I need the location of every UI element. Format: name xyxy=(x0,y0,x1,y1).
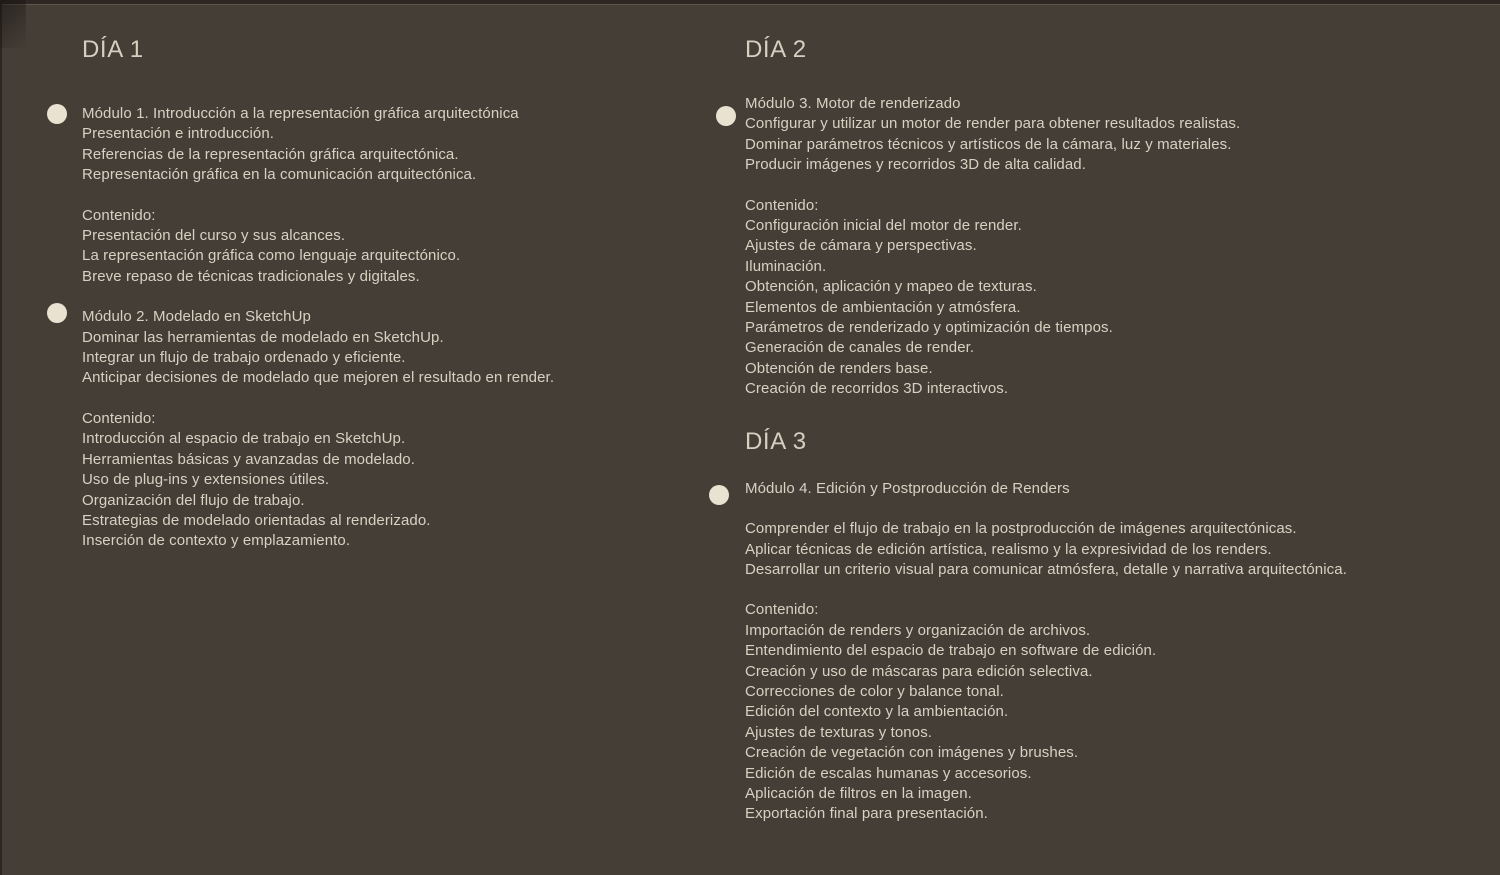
syllabus-line: Ajustes de texturas y tonos. xyxy=(745,723,933,741)
syllabus-line: Herramientas básicas y avanzadas de modelado. xyxy=(82,450,416,468)
syllabus-line: Uso de plug-ins y extensiones útiles. xyxy=(82,471,330,489)
module-title-line: Módulo 4. Edición y Postproducción de Renders xyxy=(745,479,1070,497)
module-bullet-icon xyxy=(47,303,67,323)
module-title-line: Módulo 3. Motor de renderizado xyxy=(745,95,961,112)
module-2 xyxy=(82,307,692,551)
module-paragraph xyxy=(82,206,692,288)
syllabus-line: Referencias de la representación gráfica arquitectónica. xyxy=(82,145,459,163)
syllabus-line: Desarrollar un criterio visual para comunicar atmósfera, detalle y narrativa arquitectónica. xyxy=(745,560,1347,578)
day-section-2 xyxy=(745,35,1465,400)
day-heading: DÍA 1 xyxy=(82,36,144,63)
syllabus-line: Elementos de ambientación y atmósfera. xyxy=(745,298,1021,316)
module-title-line: Módulo 1. Introducción a la representación gráfica arquitectónica xyxy=(82,105,519,122)
syllabus-line: Contenido: xyxy=(82,409,156,427)
day-modules xyxy=(745,94,1465,400)
top-edge-highlight xyxy=(0,4,1500,5)
module-bullet-icon xyxy=(716,106,736,126)
syllabus-line: Obtención, aplicación y mapeo de texturas. xyxy=(745,278,1037,296)
syllabus-line: Presentación e introducción. xyxy=(82,125,275,143)
module-paragraphs xyxy=(745,479,1465,825)
module-paragraph xyxy=(82,307,692,389)
module-3 xyxy=(745,94,1465,400)
syllabus-line: Breve repaso de técnicas tradicionales y digitales. xyxy=(82,267,420,285)
syllabus-line: Organización del flujo de trabajo. xyxy=(82,491,305,509)
syllabus-line: Exportación final para presentación. xyxy=(745,805,988,823)
syllabus-line: Contenido: xyxy=(745,601,819,619)
syllabus-line: Iluminación. xyxy=(745,257,827,275)
day-modules xyxy=(745,479,1465,825)
syllabus-line: Creación de vegetación con imágenes y brushes. xyxy=(745,744,1079,762)
module-paragraphs xyxy=(82,104,692,287)
syllabus-line: Comprender el flujo de trabajo en la postproducción de imágenes arquitectónicas. xyxy=(745,520,1297,538)
syllabus-line: Aplicación de filtros en la imagen. xyxy=(745,784,972,802)
module-paragraph xyxy=(745,600,1465,824)
syllabus-line: Edición de escalas humanas y accesorios. xyxy=(745,764,1032,782)
module-bullet-icon xyxy=(47,104,67,124)
column-right xyxy=(745,35,1465,825)
syllabus-line: Configuración inicial del motor de render. xyxy=(745,217,1022,235)
column-left xyxy=(82,35,692,552)
module-title-line: Módulo 2. Modelado en SketchUp xyxy=(82,308,311,326)
syllabus-line: La representación gráfica como lenguaje arquitectónico. xyxy=(82,247,461,265)
syllabus-line: Creación y uso de máscaras para edición selectiva. xyxy=(745,662,1093,680)
module-paragraphs xyxy=(745,94,1465,400)
day-modules xyxy=(82,104,692,552)
left-edge-shadow xyxy=(0,0,2,875)
module-paragraph xyxy=(745,94,1465,176)
syllabus-line: Introducción al espacio de trabajo en SketchUp. xyxy=(82,430,406,448)
module-paragraph xyxy=(745,519,1465,580)
module-paragraph xyxy=(745,479,1465,499)
corner-shadow xyxy=(0,0,26,48)
syllabus-line: Edición del contexto y la ambientación. xyxy=(745,703,1009,721)
syllabus-line: Aplicar técnicas de edición artística, realismo y la expresividad de los renders. xyxy=(745,540,1272,558)
syllabus-line: Obtención de renders base. xyxy=(745,359,933,377)
module-paragraph xyxy=(745,196,1465,400)
syllabus-line: Contenido: xyxy=(82,206,156,224)
syllabus-line: Importación de renders y organización de archivos. xyxy=(745,621,1091,639)
day-heading: DÍA 2 xyxy=(745,36,807,63)
syllabus-line: Dominar las herramientas de modelado en SketchUp. xyxy=(82,328,444,346)
syllabus-line: Generación de canales de render. xyxy=(745,339,975,357)
syllabus-line: Presentación del curso y sus alcances. xyxy=(82,227,346,245)
module-paragraph xyxy=(82,409,692,552)
syllabus-line: Integrar un flujo de trabajo ordenado y eficiente. xyxy=(82,349,406,367)
syllabus-line: Inserción de contexto y emplazamiento. xyxy=(82,532,351,550)
day-section-3 xyxy=(745,427,1465,825)
module-bullet-icon xyxy=(709,485,729,505)
day-section-1 xyxy=(82,35,692,552)
syllabus-line: Producir imágenes y recorridos 3D de alta calidad. xyxy=(745,156,1086,174)
syllabus-line: Estrategias de modelado orientadas al renderizado. xyxy=(82,511,431,529)
module-paragraph xyxy=(82,104,692,186)
syllabus-line: Entendimiento del espacio de trabajo en software de edición. xyxy=(745,642,1157,660)
syllabus-line: Configurar y utilizar un motor de render para obtener resultados realistas. xyxy=(745,115,1241,133)
syllabus-line: Parámetros de renderizado y optimización de tiempos. xyxy=(745,319,1113,337)
syllabus-line: Representación gráfica en la comunicación arquitectónica. xyxy=(82,166,477,184)
syllabus-line: Dominar parámetros técnicos y artísticos de la cámara, luz y materiales. xyxy=(745,135,1232,153)
syllabus-line: Creación de recorridos 3D interactivos. xyxy=(745,380,1009,398)
module-4 xyxy=(745,479,1465,825)
syllabus-line: Ajustes de cámara y perspectivas. xyxy=(745,237,977,255)
syllabus-line: Contenido: xyxy=(745,196,819,214)
day-heading: DÍA 3 xyxy=(745,427,807,455)
module-1 xyxy=(82,104,692,287)
module-paragraphs xyxy=(82,307,692,551)
syllabus-line: Anticipar decisiones de modelado que mejoren el resultado en render. xyxy=(82,369,555,387)
syllabus-line: Correcciones de color y balance tonal. xyxy=(745,682,1004,700)
